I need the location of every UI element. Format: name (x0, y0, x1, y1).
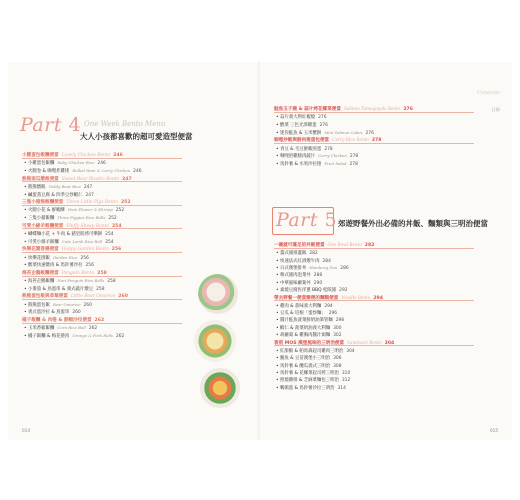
entry-page: 278 (349, 154, 359, 160)
entry-title-en: Garden Rice (52, 254, 78, 260)
section-divider (22, 276, 182, 277)
toc-entry[interactable] (276, 370, 350, 376)
entry-page: 276 (319, 122, 328, 128)
section-divider (22, 205, 182, 206)
entry-title: • 咖哩煎雞腿肉蔬片 (276, 154, 316, 160)
toc-entry[interactable] (276, 280, 322, 286)
toc-entry[interactable] (24, 192, 94, 198)
contents-label-zh: 目錄 (491, 107, 500, 112)
entry-title: • 胡蘿蔔 & 雞胸肉醬汁焗麵 (276, 333, 331, 339)
entry-page: 247 (85, 192, 94, 198)
section-title: 一碗就可滿足的丼飯便當 (274, 243, 325, 248)
section-divider (274, 143, 474, 144)
entry-page: 302 (333, 333, 342, 339)
entry-page: 246 (97, 161, 106, 167)
toc-entry[interactable] (24, 309, 81, 315)
section-divider (22, 323, 182, 324)
section-title-en: Lovely Chicken Bento (61, 153, 111, 158)
entry-title: • 青豆 & 毛豆鮮蝦煎蛋 (276, 146, 322, 152)
section-page: 294 (373, 295, 383, 301)
toc-entry[interactable] (24, 207, 124, 213)
entry-title: • 玉米香鬆飯糰 (24, 326, 55, 332)
section-page: 247 (122, 176, 132, 182)
entry-title: • 豆瓜 & 培根「蛋炒麵」 (276, 311, 326, 317)
toc-entry[interactable] (24, 215, 117, 221)
section-page: 304 (384, 340, 395, 346)
entry-title: • 素燒豆腐佐洋蔥 BBQ 松阪豬 (276, 288, 337, 294)
part-5-subtitle: 郊遊野餐外出必備的丼飯、麵類與三明治便當 (338, 219, 488, 228)
toc-entry[interactable] (24, 262, 94, 268)
entry-title: • 迷你鮭魚 & 玉米蟹餅 (276, 130, 322, 136)
section-divider (274, 345, 474, 346)
part-5-title (276, 209, 337, 231)
entry-page: 258 (96, 286, 105, 292)
toc-entry[interactable] (276, 348, 355, 354)
entry-page: 306 (333, 356, 342, 362)
part-number: 4 (68, 114, 82, 136)
section-title-en: Little Bear Omurice (70, 294, 116, 300)
entry-title: • 火腿小花 & 鮮蝦酥 (24, 208, 65, 214)
part-subtitle: 大人小孩都喜歡的超可愛造型便當 (80, 132, 193, 141)
entry-title-en: Corn Rice Ball (57, 325, 86, 331)
toc-entry[interactable] (276, 122, 328, 128)
entry-page: 246 (133, 168, 142, 174)
entry-title: • 海苔企鵝飯糰 (24, 279, 55, 285)
toc-entry[interactable] (276, 250, 318, 256)
part-script-text: One Week Bento Menu (84, 120, 166, 128)
entry-title: • 小番茄 & 鳥蛋串 & 義式蔬片燉豆 (24, 286, 94, 292)
toc-entry[interactable] (24, 231, 114, 237)
contents-label (477, 90, 500, 115)
entry-title: • 酸菜快速燉肉 & 馬鈴薯沙拉 (24, 263, 83, 269)
food-photo-2 (194, 320, 236, 362)
toc-entry[interactable] (276, 153, 358, 159)
section-title: 橘子飯糰 & 肉捲 & 鮮蝦沙拉便當 (22, 317, 92, 323)
toc-entry[interactable] (24, 333, 124, 339)
section-title-en: Sweet Bear Risotto Bento (61, 176, 120, 182)
entry-title: • 蒜片義大利紅椒燒 (276, 115, 316, 121)
entry-title-en: Curry Chicken (318, 153, 347, 159)
toc-entry[interactable] (276, 265, 349, 271)
part-label: Part (20, 114, 62, 136)
entry-title: • 火腿卷 & 咖哩炸雞排 (24, 168, 70, 174)
section-title-en: Sandwich Bento (347, 339, 382, 345)
entry-page: 256 (85, 263, 94, 269)
toc-entry[interactable] (24, 286, 105, 292)
entry-title: • 蝴蝶麵小花 + 牛肉 & 豬里肌烤可樂餅 (24, 232, 103, 238)
entry-title: • 馬鈴薯 & 醃瓜義式三明治 (276, 363, 331, 369)
section-title: 熊熊南瓜燉飯便當 (22, 176, 59, 182)
page-number-left: 014 (22, 428, 30, 433)
entry-page: 278 (324, 146, 333, 152)
section-title: 香煎 MOS 漢堡風味的三明治便當 (274, 340, 345, 346)
section-title-en: Curry Rice Bento (332, 137, 369, 143)
food-photo-1 (198, 274, 238, 314)
contents-label-en: Contents (477, 90, 500, 96)
section-title-en: Salmon Tamagoyaki Bento (343, 106, 401, 111)
entry-title: • 鮪魚 & 豆苗漢堡小三明治 (276, 356, 331, 362)
entry-page: 304 (346, 348, 355, 354)
entry-title: • 韓式豬肉泡菜丼 (276, 273, 311, 279)
toc-entry[interactable] (24, 184, 92, 190)
section-page: 278 (371, 138, 382, 144)
entry-page: 282 (309, 251, 318, 257)
entry-page: 286 (340, 265, 349, 271)
entry-title: • 馬鈴薯 & 花椰菜起司烤三明治 (276, 371, 339, 377)
entry-title: • 鵪鶉蛋 & 馬鈴薯沙拉三明治 (276, 385, 335, 391)
entry-page: 252 (115, 208, 125, 214)
toc-entry[interactable] (24, 302, 92, 308)
entry-page: 298 (335, 318, 345, 324)
part-number-5: 5 (324, 209, 338, 231)
toc-entry[interactable] (276, 130, 374, 136)
entry-page: 262 (88, 326, 98, 332)
entry-title: • 橘子飯糰 & 梅花捲肉 (24, 333, 70, 339)
section-title: 熊熊蛋包飯與草莓便當 (22, 294, 68, 300)
left-page (8, 62, 260, 440)
entry-page: 262 (115, 333, 125, 339)
toc-entry[interactable] (276, 303, 333, 309)
entry-title-en: Three Piggies Rice Balls (57, 215, 106, 221)
section-divider (22, 228, 182, 229)
entry-page: 254 (105, 232, 114, 238)
entry-title: • 馬鈴薯 & 水果沙拉捲 (276, 161, 322, 167)
entry-title: • 可愛小綿羊飯糰 (24, 239, 59, 245)
section-page: 256 (111, 247, 122, 253)
toc-entry[interactable] (276, 287, 348, 293)
toc-entry[interactable] (276, 146, 333, 152)
entry-title-en: Mini Salmon Cakes (324, 129, 363, 135)
section-title: 帶去野餐一便當簡便的麵類便當 (274, 295, 339, 301)
toc-entry[interactable] (276, 310, 337, 316)
section-divider (22, 158, 182, 159)
entry-page: 288 (313, 273, 323, 279)
section-page: 246 (113, 153, 123, 158)
section-title: 可愛小綿羊飯糰便當 (22, 223, 64, 229)
entry-title-en: Fruit Salad (324, 160, 347, 166)
entry-title: • 雞肉 & 茄味義大利麵 (276, 303, 322, 309)
toc-entry[interactable] (276, 114, 327, 120)
section-title: 海苔企鵝飯糰便當 (22, 270, 59, 276)
entry-page: 312 (341, 378, 351, 384)
food-photo-3 (200, 368, 240, 408)
entry-page: 260 (83, 302, 92, 308)
page-number-right: 015 (490, 428, 498, 433)
entry-title: • 快速法式紅酒燉牛肉 (276, 258, 320, 264)
entry-page: 308 (333, 363, 342, 369)
section-divider (22, 252, 182, 253)
entry-title: • 日式漢堡排丼 (276, 265, 307, 271)
section-page: 252 (120, 200, 131, 206)
section-title-en: One Bowl Bento (327, 242, 362, 247)
entry-title-en: Nori Penguin Rice Balls (57, 278, 105, 284)
entry-title: • 熊熊蛋包飯 (24, 302, 50, 308)
toc-entry[interactable] (276, 332, 342, 338)
entry-page: 300 (333, 325, 342, 331)
entry-title: • 義式蛋沙拉 & 鳥蛋串 (24, 310, 70, 316)
section-page: 276 (403, 107, 413, 112)
entry-title-en: Ham Flower & Shrimp (67, 207, 113, 213)
section-title-en: Penguin Bento (61, 270, 95, 276)
entry-page: 284 (322, 258, 331, 264)
section-divider (22, 299, 182, 300)
section-title: 鮭魚玉子燒 & 蒜片烤花椰菜便當 (274, 107, 341, 112)
entry-title: • 鹹蛋蒸豆腐 & 四季豆炒蝦仁 (24, 192, 83, 198)
toc-entry[interactable] (24, 168, 142, 174)
toc-entry[interactable] (24, 239, 114, 245)
entry-title-en: Cute Lamb Rice Ball (61, 238, 103, 244)
entry-page: 314 (337, 385, 346, 391)
entry-title: • 小雞蛋包飯糰 (24, 161, 55, 167)
book-spread (8, 62, 512, 440)
entry-title: • 醬汁鮭魚菠菜鮮奶油筆管麵 (276, 318, 333, 324)
section-divider (274, 248, 474, 249)
entry-page: 247 (83, 184, 93, 190)
entry-title-en: Hamburg Don (309, 264, 338, 270)
toc-entry[interactable] (24, 255, 89, 261)
entry-page: 252 (108, 216, 117, 222)
entry-title: • 酸菜 三色光澤雞蛋 (276, 122, 317, 128)
entry-page: 276 (365, 130, 374, 136)
entry-title-en: Teddy Bear Rice (48, 183, 81, 189)
entry-title: • 熊熊燉飯 (24, 184, 46, 190)
section-divider (274, 300, 474, 301)
entry-title: • 快樂花園飯 (24, 255, 50, 261)
entry-title: • 薑式豬排蓋飯 (276, 251, 307, 257)
section-divider (22, 181, 182, 182)
section-page: 254 (111, 223, 122, 229)
entry-page: 296 (328, 311, 338, 317)
section-title-en: Fluffy Sheep Bento (66, 223, 109, 229)
section-page: 260 (118, 294, 128, 300)
toc-entry[interactable] (276, 258, 331, 264)
section-title-en: Happy Garden Bento (61, 247, 109, 253)
section-title: 三隻小豬熊飯糰便當 (22, 200, 64, 206)
entry-page: 310 (341, 371, 351, 377)
section-title-en: Noodle Bento (341, 294, 371, 300)
entry-page: 294 (324, 303, 333, 309)
entry-title: • 中華風味蘿蔔丼 (276, 280, 311, 286)
toc-entry[interactable] (24, 160, 106, 166)
section-page: 282 (364, 243, 375, 248)
entry-title-en: Bear Omurice (52, 301, 81, 307)
entry-title-en: Orange & Pork Rolls (72, 332, 113, 338)
entry-page: 278 (349, 161, 358, 167)
section-divider (274, 112, 474, 113)
entry-title-en: Baby Chicken Rice (57, 160, 95, 166)
toc-entry[interactable] (24, 325, 97, 331)
toc-entry[interactable] (276, 161, 358, 167)
entry-title: • 照燒雞排 & 芝麻菜麵包三明治 (276, 378, 339, 384)
entry-page: 290 (313, 280, 323, 286)
part-label-5: Part (276, 209, 318, 231)
toc-entry[interactable] (276, 385, 346, 391)
section-title: 快樂花園香腸便當 (22, 247, 59, 253)
entry-page: 260 (72, 310, 81, 316)
entry-page: 292 (339, 288, 348, 294)
toc-entry[interactable] (276, 317, 344, 323)
section-title: 小雞蛋包飯糰便當 (22, 153, 59, 158)
right-page (260, 62, 512, 440)
toc-entry[interactable] (276, 355, 342, 361)
section-page: 258 (97, 270, 107, 276)
entry-title: • 蝦仁 & 菠菜奶油義大利麵 (276, 325, 331, 331)
entry-page: 276 (318, 115, 327, 121)
entry-page: 258 (107, 279, 116, 285)
toc-entry[interactable] (276, 377, 350, 383)
toc-entry[interactable] (24, 278, 116, 284)
section-page: 262 (94, 317, 105, 323)
toc-entry[interactable] (276, 363, 342, 369)
toc-entry[interactable] (276, 325, 342, 331)
entry-title-en: Rolled Ham & Curry Chicken (72, 167, 131, 173)
entry-page: 254 (105, 239, 114, 245)
section-title: 咖哩炒飯與鮮肉捲蛋包便當 (274, 138, 330, 144)
entry-title: • 紅甜椒 & 帕馬森起司雞肉三明治 (276, 348, 344, 354)
entry-title: • 三隻小豬飯糰 (24, 216, 55, 222)
part-4-title (20, 114, 81, 136)
entry-page: 256 (80, 255, 89, 261)
toc-entry[interactable] (276, 272, 322, 278)
section-title-en: Three Little Pigs Bento (66, 200, 118, 206)
